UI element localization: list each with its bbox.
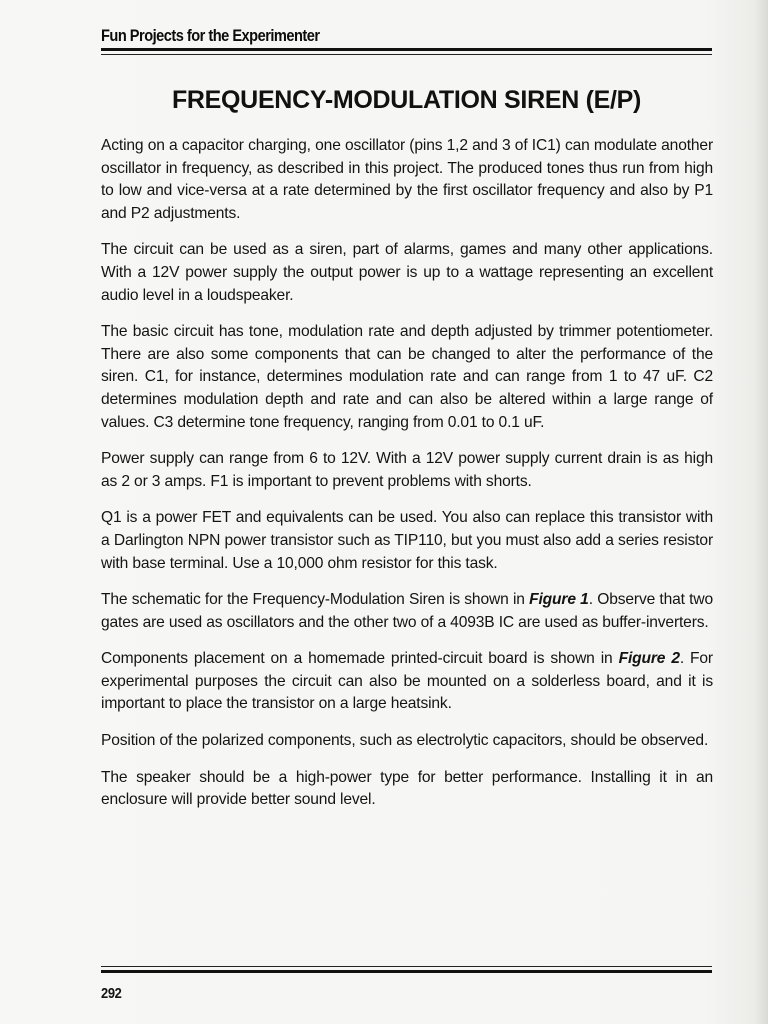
paragraph-text: The schematic for the Frequency-Modulation Siren is shown in [101, 591, 530, 609]
header-rule-thick [101, 48, 712, 51]
paragraph: Q1 is a power FET and equivalents can be used. You also can replace this transistor with a Darlington NPN power transistor such as TIP110, but you must also add a series resistor with base terminal. Use a 10,000 ohm resistor for this task. [101, 509, 713, 572]
paragraph: Acting on a capacitor charging, one oscillator (pins 1,2 and 3 of IC1) can modulate another oscillator in frequency, as described in this project. The produced tones thus run from high to low and vice-versa at a rate determined by the first oscillator frequency and also by P1 and P2 adjustments. [101, 137, 713, 222]
running-header: Fun Projects for the Experimenter [101, 26, 320, 45]
paragraph: Position of the polarized components, such as electrolytic capacitors, should be observed. [101, 732, 709, 750]
header-rule-thin [101, 54, 712, 55]
paragraph-text: Components placement on a homemade printed-circuit board is shown in [101, 650, 619, 668]
figure-reference: Figure 2 [618, 650, 680, 668]
page-edge-shadow [754, 0, 768, 1024]
paragraph-figure-1 [101, 589, 713, 634]
paragraph: The basic circuit has tone, modulation rate and depth adjusted by trimmer potentiometer. There are also some components that can be changed to alter the performance of the siren. C1, for instance, determines modulation rate and can range from 1 to 47 uF. C2 determines modulation depth and rate and can also be altered within a large range of values. C3 determine tone frequency, ranging from 0.01 to 0.1 uF. [101, 323, 713, 431]
paragraph: The circuit can be used as a siren, part of alarms, games and many other applications. With a 12V power supply the output power is up to a wattage representing an excellent audio level in a loudspeaker. [101, 241, 713, 304]
paragraph: The speaker should be a high-power type for better performance. Installing it in an enclosure will provide better sound level. [101, 768, 713, 809]
paragraph-figure-2 [101, 648, 713, 716]
figure-reference: Figure 1 [529, 591, 589, 609]
footer-rule-thin [101, 966, 712, 967]
page-number: 292 [101, 985, 122, 1002]
article-body [101, 135, 713, 826]
article-title: FREQUENCY-MODULATION SIREN (E/P) [171, 86, 642, 114]
paragraph-text: . Observe that two gates are used as oscillators and the other two of a 4093B IC are used as buffer-inverters. [101, 591, 713, 631]
paragraph: Power supply can range from 6 to 12V. With a 12V power supply current drain is as high as 2 or 3 amps. F1 is important to prevent problems with shorts. [101, 450, 713, 490]
footer-rule-thick [101, 970, 712, 973]
paragraph-text: . For experimental purposes the circuit can also be mounted on a solderless board, and it is important to place the transistor on a large heatsink. [101, 650, 713, 713]
